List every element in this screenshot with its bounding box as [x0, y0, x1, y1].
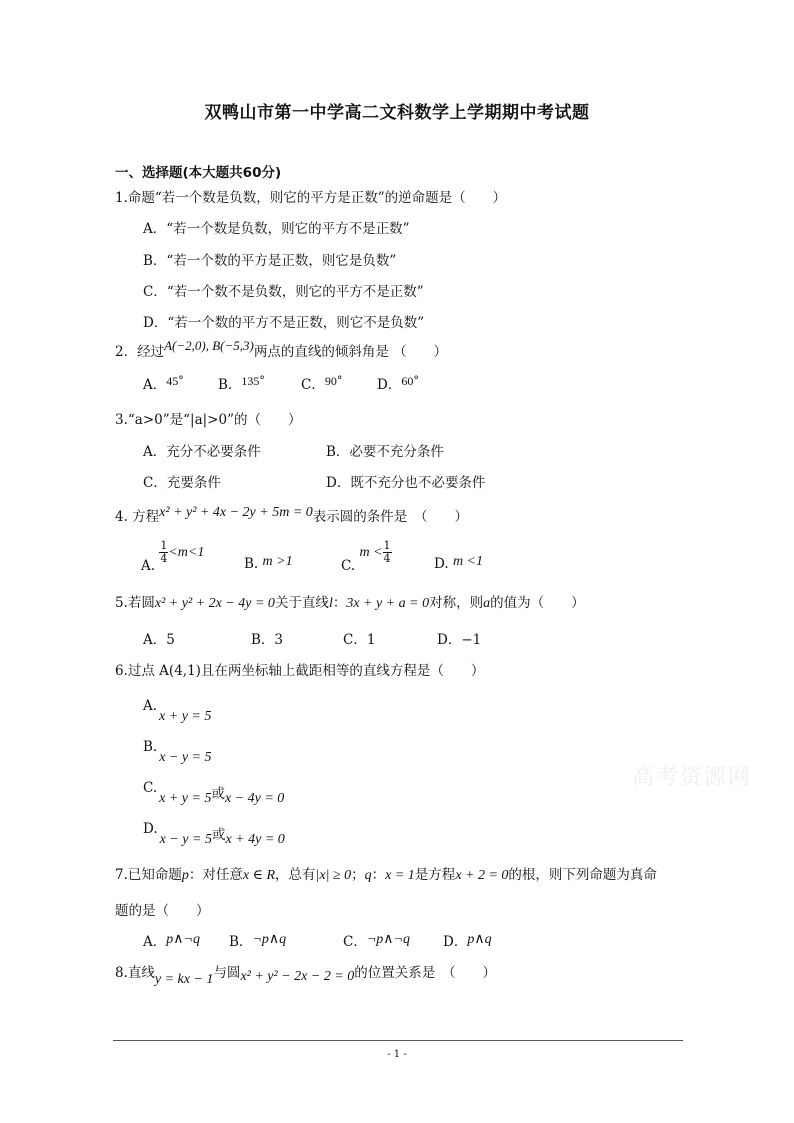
question-2-option-b: B．135°	[218, 374, 265, 393]
question-7-stem: 7.已知命题p：对任意x ∈ R，总有|x| ≥ 0；q：x = 1是方程x + 2 = 0的根，则下列命题为真命	[115, 867, 657, 883]
question-5-option-b: B．3	[251, 632, 284, 648]
exam-title: 双鸭山市第一中学高二文科数学上学期期中考试题	[204, 103, 590, 123]
question-4-option-a: A. $\frac{1}{4}$ <m<1	[141, 539, 205, 574]
question-2-option-a: A．45°	[143, 374, 184, 393]
question-2-option-c: C．90°	[301, 374, 343, 393]
question-7-option-d: D．p∧q	[443, 932, 492, 950]
question-7-option-a: A．p∧¬q	[143, 932, 200, 950]
question-8-circle-equation: x² + y² − 2x − 2 = 0	[240, 969, 355, 984]
question-4-equation: x² + y² + 4x − 2y + 5m = 0	[159, 505, 313, 520]
question-1-option-c: C．“若一个数不是负数，则它的平方不是正数”	[143, 284, 424, 300]
question-5-stem: 5.若圆x² + y² + 2x − 4y = 0关于直线l：3x + y + a = 0对称，则a的值为（ ）	[115, 595, 585, 611]
question-2-stem: 2．经过A(−2,0), B(−5,3)两点的直线的倾斜角是 （ ）	[115, 338, 448, 360]
question-3-option-a: A．充分不必要条件	[143, 444, 261, 460]
question-1-stem: 1.命题“若一个数是负数，则它的平方是正数”的逆命题是（ ）	[115, 190, 507, 206]
question-6-option-d: D.x − y = 5或x + 4y = 0	[143, 821, 285, 847]
question-4-option-d: D. m <1	[434, 554, 483, 572]
question-4-option-c: C. m < $\frac{1}{4}$	[341, 539, 391, 574]
page-number: - 1 -	[387, 1049, 407, 1060]
question-5-option-c: C．1	[343, 632, 376, 648]
question-5-line-equation: 3x + y + a = 0	[346, 596, 430, 611]
question-2-option-d: D．60°	[377, 374, 419, 393]
question-1-option-b: B．“若一个数的平方是正数，则它是负数”	[143, 253, 397, 269]
question-6-option-c: C.x + y = 5或x − 4y = 0	[143, 780, 285, 806]
question-7-stem-line-2: 题的是（ ）	[115, 903, 210, 919]
question-5-circle-equation: x² + y² + 2x − 4y = 0	[154, 596, 275, 611]
question-4-option-b: B. m >1	[244, 554, 293, 572]
question-1-option-d: D．“若一个数的平方不是正数，则它不是负数”	[143, 315, 425, 331]
question-3-option-c: C．充要条件	[143, 475, 221, 491]
question-4-stem: 4. 方程x² + y² + 4x − 2y + 5m = 0表示圆的条件是 （ ）	[115, 505, 469, 525]
section-heading: 一、选择题(本大题共60分)	[115, 165, 282, 181]
question-7-option-c: C．¬p∧¬q	[343, 932, 410, 950]
watermark: 高考资源网	[632, 765, 753, 790]
question-6-option-a: A.x + y = 5	[143, 698, 212, 724]
question-1-option-a: A．“若一个数是负数，则它的平方不是正数”	[143, 221, 410, 237]
question-5-option-d: D．−1	[437, 632, 482, 648]
question-5-option-a: A．5	[143, 632, 175, 648]
footer-divider	[113, 1040, 683, 1041]
question-2-points: A(−2,0), B(−5,3)	[164, 338, 254, 353]
question-3-option-b: B．必要不充分条件	[326, 444, 444, 460]
question-3-option-d: D．既不充分也不必要条件	[326, 475, 486, 491]
question-8-line-equation: y = kx − 1	[154, 972, 214, 987]
question-6-stem: 6.过点 A(4,1)且在两坐标轴上截距相等的直线方程是（ ）	[115, 663, 485, 679]
question-3-stem: 3.“a>0”是“|a|>0”的（ ）	[115, 412, 302, 428]
question-7-option-b: B．¬p∧q	[229, 932, 287, 950]
question-6-option-b: B.x − y = 5	[143, 739, 212, 765]
question-8-stem: 8.直线y = kx − 1与圆x² + y² − 2x − 2 = 0的位置关系是 （ ）	[115, 965, 497, 987]
